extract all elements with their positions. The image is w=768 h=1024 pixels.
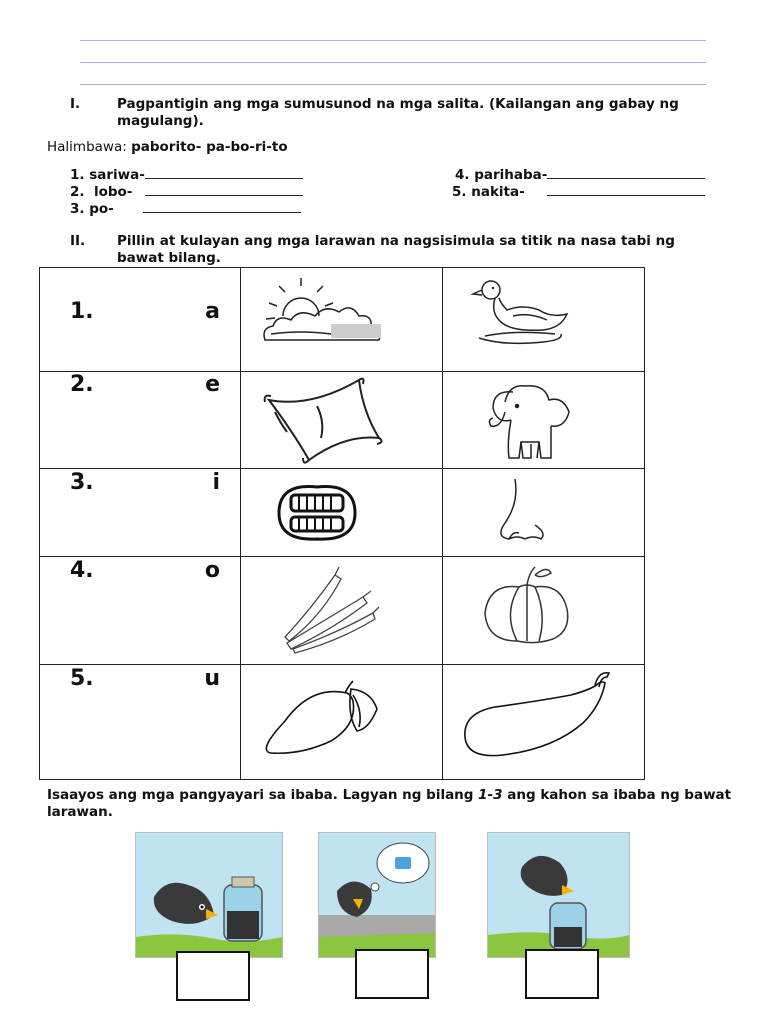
- word-item-3: [70, 200, 301, 217]
- picture-cell[interactable]: [241, 469, 443, 557]
- section3-instruction-b: ang kahon sa ibaba ng bawat larawan.: [47, 787, 732, 820]
- section3-instruction-a: Isaayos ang mga pangyayari sa ibaba. Lagyan ng bilang: [47, 787, 479, 803]
- crow-scene-1: [136, 833, 282, 957]
- elephant-icon: [443, 372, 644, 469]
- word-item-5: [452, 183, 705, 200]
- section2-numeral: II.: [70, 233, 86, 249]
- mouth-teeth-icon: [241, 469, 442, 557]
- ruled-line: [80, 62, 706, 63]
- word-item-1: [70, 166, 303, 183]
- word-item-4: [455, 166, 705, 183]
- answer-box-2[interactable]: [355, 949, 429, 999]
- example-value: paborito- pa-bo-ri-to: [131, 139, 288, 155]
- answer-box-1[interactable]: [176, 951, 250, 1001]
- letter-picture-table: [39, 267, 645, 780]
- section2-instruction: Pillin at kulayan ang mga larawan na nagsisimula sa titik na nasa tabi ng bawat bilang.: [117, 233, 675, 266]
- sun-cloud-icon: [241, 268, 442, 372]
- answer-blank[interactable]: [143, 200, 301, 213]
- crow-dropping-stone: [135, 832, 283, 958]
- answer-blank[interactable]: [145, 183, 303, 196]
- row-letter: a: [205, 299, 220, 324]
- crow-scene-2: [319, 833, 435, 957]
- table-row: [40, 372, 645, 469]
- number-letter-cell: [40, 268, 241, 372]
- section3-instruction: [47, 787, 737, 821]
- okra-icon: [241, 557, 442, 665]
- row-letter: u: [204, 666, 220, 691]
- ruled-line: [80, 40, 706, 41]
- table-row: [40, 469, 645, 557]
- answer-blank[interactable]: [547, 166, 705, 179]
- word-item-num: 1.: [70, 167, 85, 183]
- word-item-word: nakita-: [471, 184, 525, 200]
- answer-blank[interactable]: [547, 183, 705, 196]
- word-item-word: po-: [89, 201, 114, 217]
- picture-cell[interactable]: [443, 665, 645, 780]
- table-row: [40, 557, 645, 665]
- row-letter: e: [205, 372, 220, 397]
- picture-cell[interactable]: [241, 665, 443, 780]
- example-label: Halimbawa:: [47, 139, 132, 155]
- mango-icon: [241, 665, 442, 780]
- crow-thinking-water: [318, 832, 436, 958]
- section1-numeral: I.: [70, 96, 81, 112]
- section1-instruction: Pagpantigin ang mga sumusunod na mga salita. (Kailangan ang gabay ng magulang).: [117, 96, 679, 129]
- answer-box-3[interactable]: [525, 949, 599, 999]
- duck-icon: [443, 268, 644, 372]
- word-item-num: 2.: [70, 184, 85, 200]
- row-letter: i: [212, 470, 220, 495]
- picture-cell[interactable]: [443, 372, 645, 469]
- word-item-word: lobo-: [93, 184, 133, 200]
- picture-cell[interactable]: [443, 469, 645, 557]
- picture-cell[interactable]: [443, 557, 645, 665]
- number-letter-cell: [40, 557, 241, 665]
- word-item-num: 3.: [70, 201, 85, 217]
- number-letter-cell: [40, 469, 241, 557]
- word-item-num: 5.: [452, 184, 467, 200]
- row-number: 4.: [70, 558, 94, 583]
- row-number: 5.: [70, 666, 94, 691]
- table-row: [40, 268, 645, 372]
- row-number: 3.: [70, 470, 94, 495]
- number-letter-cell: [40, 665, 241, 780]
- row-letter: o: [204, 558, 220, 583]
- word-item-2: [70, 183, 303, 200]
- table-row: [40, 665, 645, 780]
- pumpkin-icon: [443, 557, 644, 665]
- example-line: [47, 139, 288, 155]
- word-item-word: sariwa-: [89, 167, 145, 183]
- number-letter-cell: [40, 372, 241, 469]
- word-item-word: parihaba-: [474, 167, 548, 183]
- picture-cell[interactable]: [241, 557, 443, 665]
- picture-cell[interactable]: [241, 268, 443, 372]
- word-item-num: 4.: [455, 167, 470, 183]
- pillow-icon: [241, 372, 442, 469]
- row-number: 1.: [70, 299, 94, 324]
- crow-scene-3: [488, 833, 629, 957]
- picture-cell[interactable]: [443, 268, 645, 372]
- picture-cell[interactable]: [241, 372, 443, 469]
- ruled-line: [80, 84, 706, 85]
- row-number: 2.: [70, 372, 94, 397]
- nose-icon: [443, 469, 644, 557]
- cucumber-icon: [443, 665, 644, 780]
- answer-blank[interactable]: [145, 166, 303, 179]
- crow-drinking: [487, 832, 630, 958]
- section3-instruction-range: 1-3: [478, 787, 503, 803]
